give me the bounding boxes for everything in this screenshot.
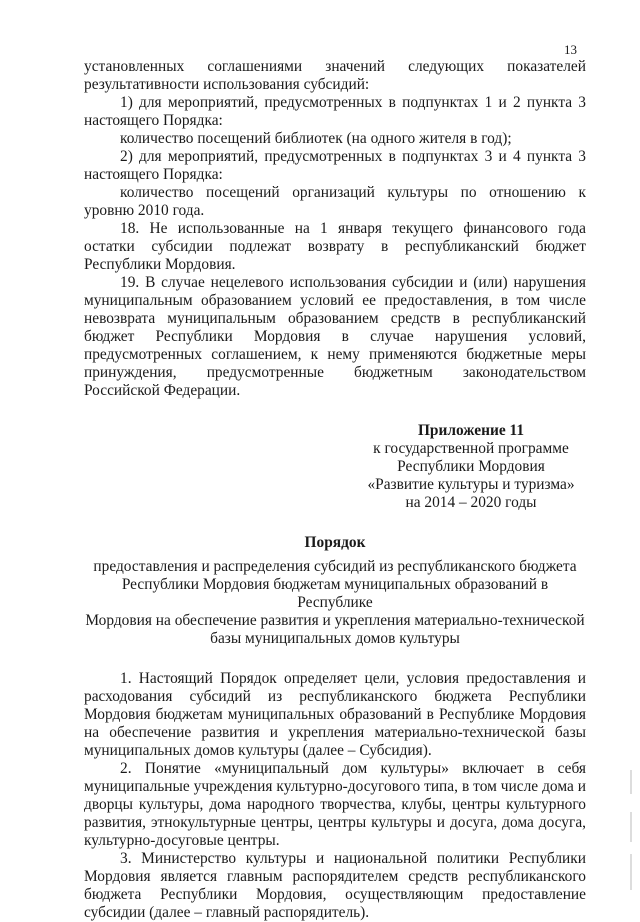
scan-margin-mark [630,770,632,890]
paragraph: 2. Понятие «муниципальный дом культуры» включает в себя муниципальные учреждения культурно-досугового типа, в том числе дома и дворцы культуры, дома народного творчества, клубы, центры культурного развития, этнокультурные центры, центры культуры и досуга, дома досуга, культурно-досуговые центры. [84,760,586,849]
paragraph: 18. Не использованные на 1 января текущего финансового года остатки субсидии подлежат возврату в республиканский бюджет Республики Мордовия. [84,220,586,273]
paragraph: количество посещений библиотек (на одного жителя в год); [120,130,512,147]
appendix-block [366,422,576,512]
paragraph: 1) для мероприятий, предусмотренных в подпунктах 1 и 2 пункта 3 настоящего Порядка: [84,94,586,129]
body-section [84,670,586,922]
page-number: 13 [564,42,577,57]
appendix-line: «Развитие культуры и туризма» [367,476,575,493]
document-heading [84,534,586,648]
appendix-line: на 2014 – 2020 годы [405,494,537,511]
paragraph: количество посещений организаций культуры по отношению к уровню 2010 года. [84,184,586,219]
heading-subtitle-line: Республики Мордовия бюджетам муниципальных образований в Республике [121,576,549,611]
heading-title: Порядок [304,534,366,551]
heading-subtitle-line: Мордовия на обеспечение развития и укрепления материально-технической [85,612,585,629]
appendix-title: Приложение 11 [417,422,525,439]
heading-subtitle-line: базы муниципальных домов культуры [210,630,460,647]
paragraph: 1. Настоящий Порядок определяет цели, условия предоставления и расходования субсидий из республиканского бюджета Республики Мордовия бюджетам муниципальных образований в Республике Мордовия на обеспечение развития и укрепления материально-технической базы муниципальных домов культуры (далее – Субсидия). [84,670,586,759]
heading-subtitle-line: предоставления и распределения субсидий из республиканского бюджета [93,558,577,575]
paragraph: 3. Министерство культуры и национальной политики Республики Мордовия является главным распорядителем средств республиканского бюджета Республики Мордовия, осуществляющим предоставление субсидии (далее – главный распорядитель). [84,850,586,921]
paragraph: 2) для мероприятий, предусмотренных в подпунктах 3 и 4 пункта 3 настоящего Порядка: [84,148,586,183]
paragraph: 19. В случае нецелевого использования субсидии и (или) нарушения муниципальным образованием условий ее предоставления, в том числе невозврата муниципальным образованием средств в республиканский бюджет Республики Мордовия в случае нарушения условий, предусмотренных соглашением, к нему применяются бюджетные меры принуждения, предусмотренные бюджетным законодательством Российской Федерации. [84,274,586,399]
appendix-line: Республики Мордовия [397,458,545,475]
paragraph: установленных соглашениями значений следующих показателей результативности использования субсидий: [84,58,586,93]
appendix-line: к государственной программе [373,440,569,457]
document-content [84,58,586,922]
top-section [84,58,586,400]
